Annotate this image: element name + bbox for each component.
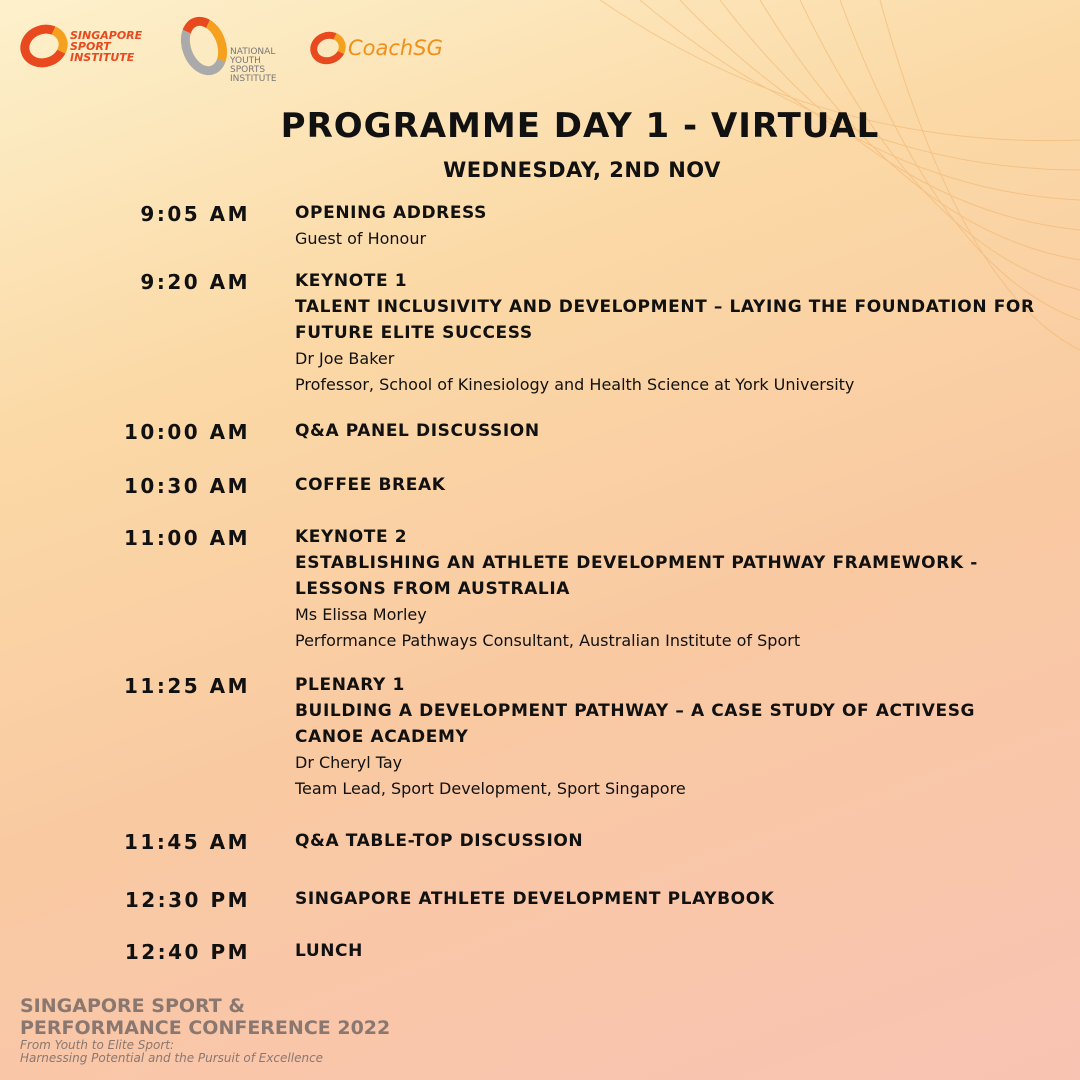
session-title: Q&A PANEL DISCUSSION bbox=[295, 421, 540, 441]
session-title: ESTABLISHING AN ATHLETE DEVELOPMENT PATHWAY FRAMEWORK - bbox=[295, 553, 978, 573]
time: 11:45 AM bbox=[123, 830, 250, 854]
time: 9:20 AM bbox=[140, 270, 250, 294]
session-title: COFFEE BREAK bbox=[295, 475, 446, 495]
speaker-role: Team Lead, Sport Development, Sport Singapore bbox=[295, 779, 686, 798]
footer-tagline-1: From Youth to Elite Sport: bbox=[20, 1038, 175, 1052]
nysi-logo: NATIONAL YOUTH SPORTS INSTITUTE bbox=[182, 8, 277, 84]
speaker: Guest of Honour bbox=[295, 229, 427, 248]
speaker: Dr Joe Baker bbox=[295, 349, 395, 368]
session-title: Q&A TABLE-TOP DISCUSSION bbox=[295, 831, 584, 851]
time: 12:40 PM bbox=[124, 940, 250, 964]
time: 10:00 AM bbox=[123, 420, 250, 444]
time: 9:05 AM bbox=[140, 202, 250, 226]
time: 11:00 AM bbox=[123, 526, 250, 550]
session-title: PLENARY 1 bbox=[295, 675, 405, 695]
time: 10:30 AM bbox=[123, 474, 250, 498]
session-title: KEYNOTE 2 bbox=[295, 527, 408, 547]
coachsg-logo: CoachSG bbox=[310, 32, 443, 64]
time: 11:25 AM bbox=[123, 674, 250, 698]
session-title: KEYNOTE 1 bbox=[295, 271, 408, 291]
date-heading: WEDNESDAY, 2ND NOV bbox=[443, 158, 721, 182]
ssi-logo: SINGAPORE SPORT INSTITUTE bbox=[20, 25, 142, 67]
footer-title-1: SINGAPORE SPORT & bbox=[20, 995, 245, 1017]
session-title: TALENT INCLUSIVITY AND DEVELOPMENT – LAYING THE FOUNDATION FOR bbox=[295, 297, 1035, 317]
session-title: LUNCH bbox=[295, 941, 363, 961]
speaker: Dr Cheryl Tay bbox=[295, 753, 403, 772]
time: 12:30 PM bbox=[124, 888, 250, 912]
page-title: PROGRAMME DAY 1 - VIRTUAL bbox=[280, 106, 880, 146]
session-title: LESSONS FROM AUSTRALIA bbox=[295, 579, 571, 599]
session-title: SINGAPORE ATHLETE DEVELOPMENT PLAYBOOK bbox=[295, 889, 775, 909]
conference-footer bbox=[20, 995, 390, 1065]
session-title: OPENING ADDRESS bbox=[295, 203, 487, 223]
footer-tagline-2: Harnessing Potential and the Pursuit of Excellence bbox=[20, 1051, 324, 1065]
speaker-role: Performance Pathways Consultant, Australian Institute of Sport bbox=[295, 631, 801, 650]
session-title: CANOE ACADEMY bbox=[295, 727, 469, 747]
session-title: BUILDING A DEVELOPMENT PATHWAY – A CASE STUDY OF ACTIVESG bbox=[295, 701, 976, 721]
session-title: FUTURE ELITE SUCCESS bbox=[295, 323, 533, 343]
footer-title-2: PERFORMANCE CONFERENCE 2022 bbox=[20, 1017, 391, 1039]
speaker: Ms Elissa Morley bbox=[295, 605, 427, 624]
speaker-role: Professor, School of Kinesiology and Health Science at York University bbox=[295, 375, 855, 394]
